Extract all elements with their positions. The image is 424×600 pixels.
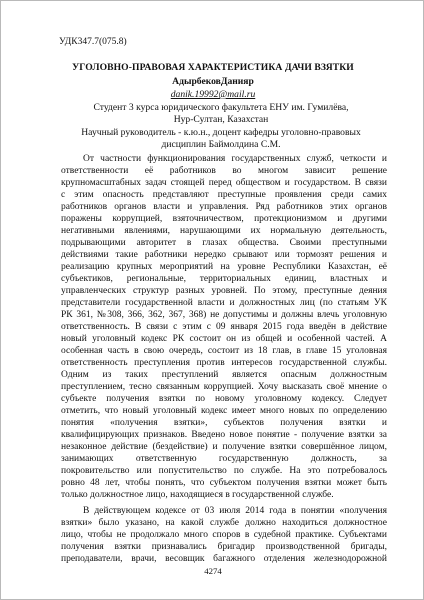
article-title: УГОЛОВНО-ПРАВОВАЯ ХАРАКТЕРИСТИКА ДАЧИ ВЗЯТКИ: [72, 62, 354, 73]
text-line: новый уголовный кодекс РК состоит он из общей и особенной частей. А: [61, 334, 387, 344]
text-line: управленческих структур разных уровней. По этому, преступные деяния: [61, 286, 387, 296]
text-line: преступлением, тесно связанным коррупцией. Хочу высказать своё мнение о: [61, 382, 387, 392]
text-line: ровно 48 лет, чтобы понять, что субъектом получения взятки может быть: [61, 478, 387, 488]
text-line: подрывающими авторитет в глазах общества. Своими преступными: [61, 238, 387, 248]
text-line: особенная часть в свою очередь, состоит из 18 глав, в главе 15 уголовная: [61, 346, 387, 356]
text-line: ответственность. В связи с этим с 09 января 2015 года введён в действие: [61, 322, 387, 332]
text-line: ответственности её работников во многом зависит решение: [61, 166, 387, 176]
text-line: ответственность преступления против интересов государственной службы.: [61, 358, 387, 368]
text-line: лицо, чтобы не продолжало много споров в судебной практике. Субъектами: [61, 530, 387, 540]
text-line: крупномасштабных задач стоящей перед обществом и государством. В связи: [61, 178, 387, 188]
affiliation-line: Нур-Султан, Казахстан: [173, 114, 269, 125]
text-line: понятия «получения взятки», субъектов получения взятки и: [61, 418, 387, 428]
text-line: субъектиков, региональные, территориальных единиц, властных и: [61, 274, 387, 284]
text-line: От частности функционирования государственных служб, четкости и: [83, 154, 387, 164]
text-line: только должностное лицо, находящиеся в государственной службе.: [61, 490, 334, 500]
text-line: преподаватели, врачи, весовщик багажного отделения железнодорожной: [61, 554, 387, 564]
text-line: РК 361, №308, 366, 362, 367, 368) не допустимы и должны влечь уголовную: [61, 310, 387, 320]
text-line: взятки» было указано, на какой службе должно находиться должностное: [61, 518, 387, 528]
udc-code: УДК347.7(075.8): [59, 37, 127, 47]
affiliation-line: Студент 3 курса юридического факультета ЕНУ им. Гумилёва,: [93, 102, 349, 113]
text-line: покровительство или попустительство по службе. На это потребовалось: [61, 466, 387, 476]
text-line: квалифицирующих признаков. Введено новое понятие - получение взятки за: [61, 430, 387, 440]
text-line: отметить, что новый уголовный кодекс имеет много новых по определению: [61, 406, 387, 416]
text-line: поражены коррупцией, взяточничеством, протекционизмом и другими: [61, 214, 387, 224]
text-line: получения взятки признавались бригадир производственной бригады,: [61, 542, 387, 552]
affiliation-line: дисциплин Баймолдина С.М.: [161, 139, 281, 150]
author-email[interactable]: danik.19992@mail.ru: [170, 89, 256, 100]
text-line: реализацию крупных мероприятий на уровне Республики Казахстан, её: [61, 262, 387, 272]
text-line: работников органов власти и управления. Ряд работников этих органов: [61, 202, 387, 212]
text-line: В действующем кодексе от 03 июля 2014 года в понятии «получения: [83, 506, 387, 516]
text-line: Одним из таких преступлений является опасным должностным: [61, 370, 387, 380]
text-line: незаконное действие (бездействие) и получение взятки совершённое лицом,: [61, 442, 387, 452]
text-line: занимающих ответственную государственную должность, за: [61, 454, 387, 464]
affiliation-line: Научный руководитель - к.ю.н., доцент кафедры уголовно-правовых: [81, 127, 361, 138]
text-line: негативными явлениями, нарушающими их нормальную деятельность,: [61, 226, 387, 236]
page-number: 4274: [204, 566, 222, 576]
text-line: представители государственной власти и должностных лиц (по статьям УК: [61, 298, 387, 308]
text-line: действиями такие работники нередко срывают или тормозят решения и: [61, 250, 387, 260]
text-line: с этим опасность представляют преступные проявления среди самих: [61, 190, 387, 200]
text-line: субъекте получения взятки по новому уголовному кодексу. Следует: [61, 394, 387, 404]
author-name: АдырбековДанияр: [172, 76, 254, 87]
